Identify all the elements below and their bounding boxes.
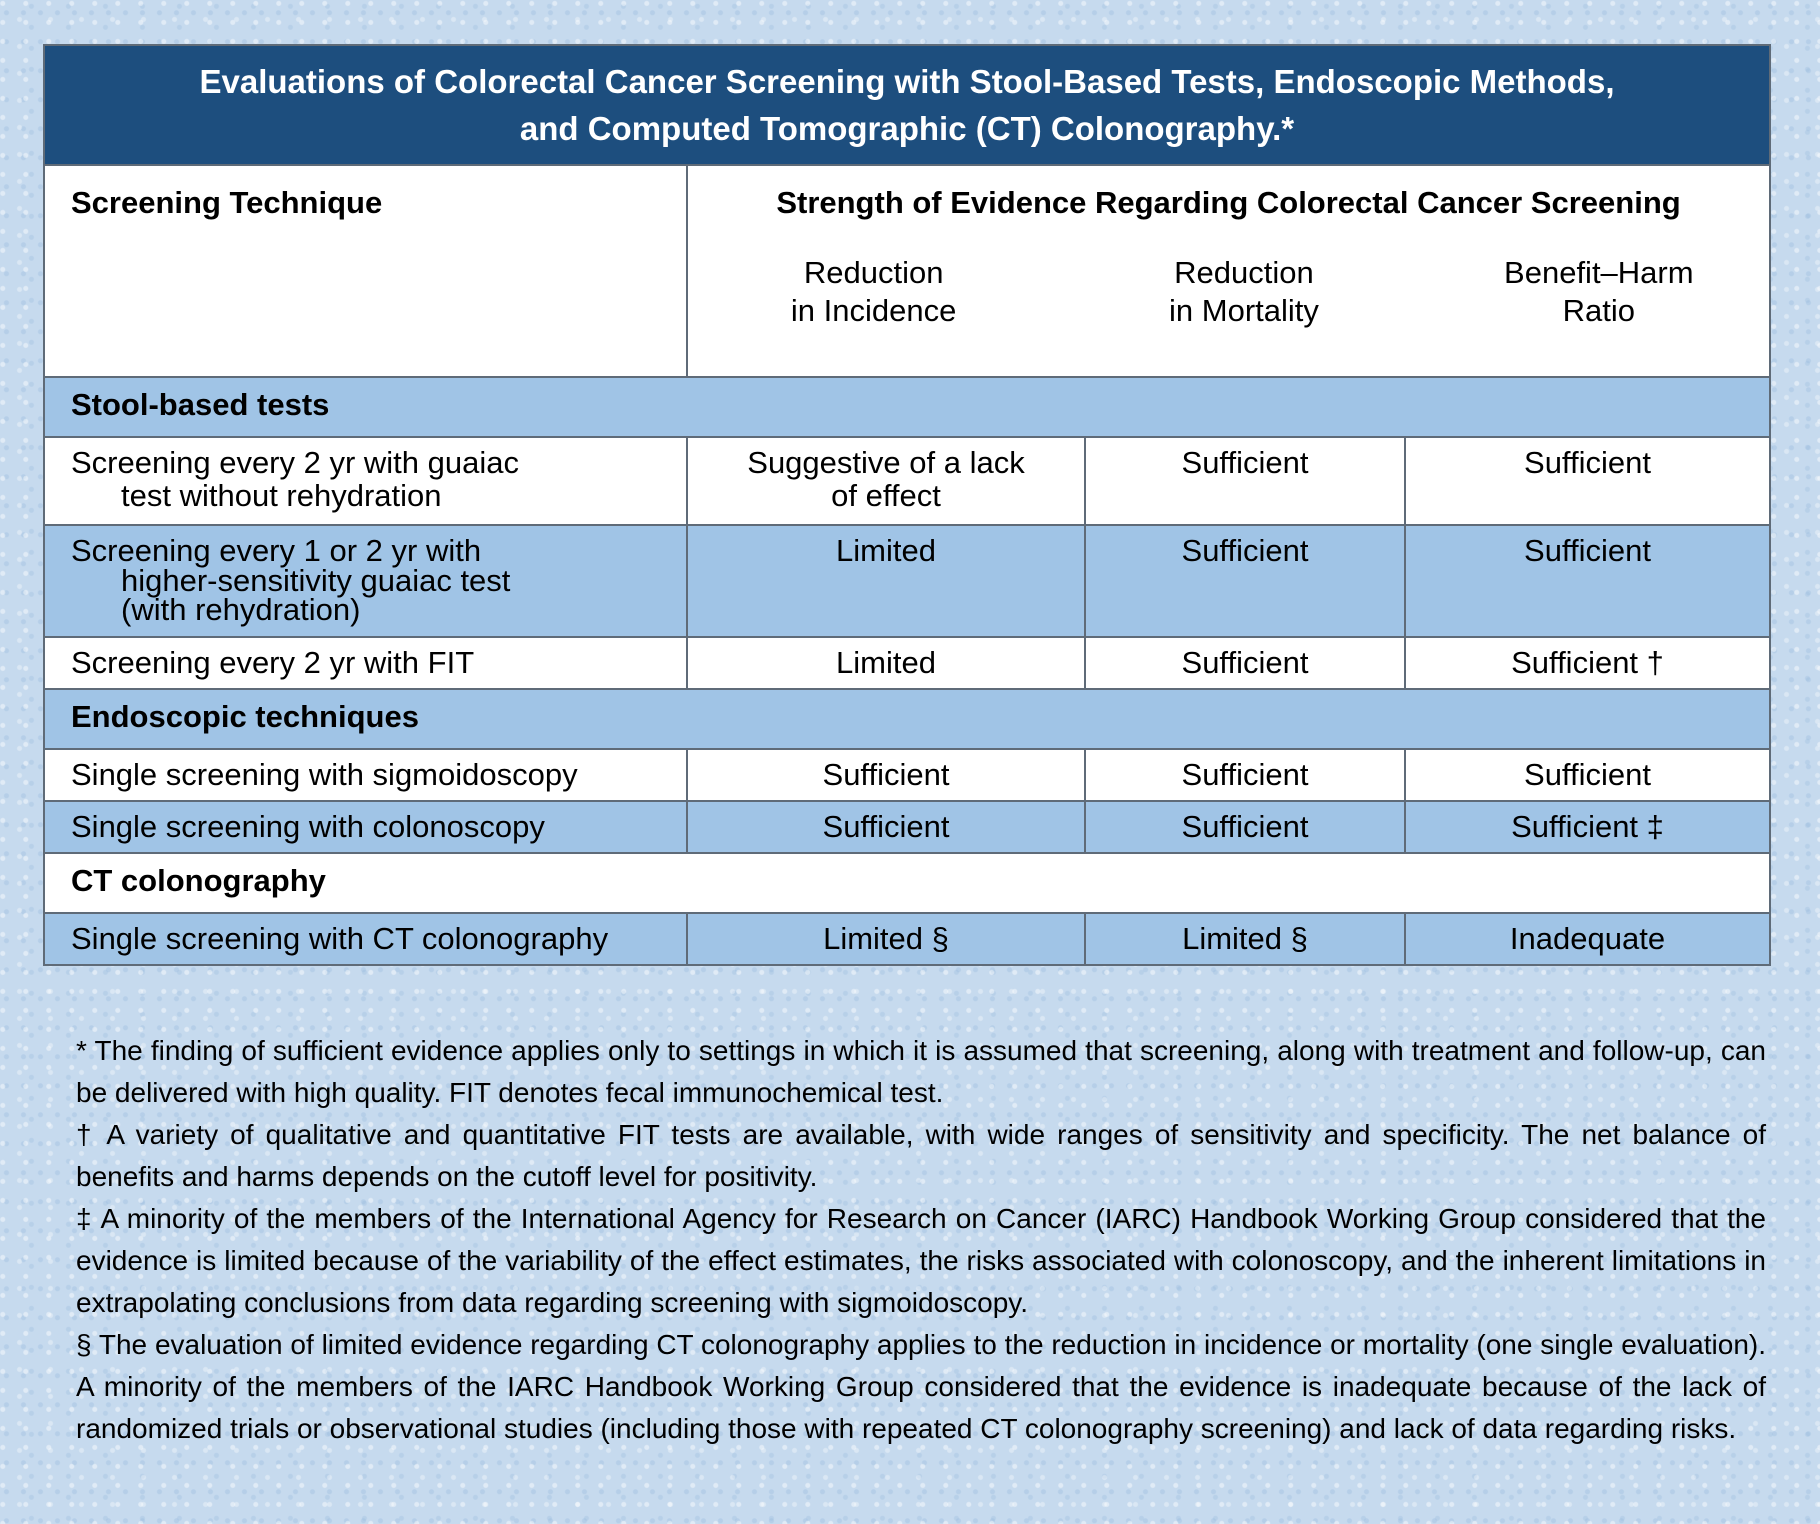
header-col-mortality-line-1: Reduction [1174, 255, 1314, 290]
header-col-ratio-line-2: Ratio [1562, 293, 1635, 328]
section-row [44, 853, 1770, 913]
mortality-cell: Sufficient [1085, 525, 1405, 637]
ratio-cell: Sufficient ‡ [1405, 801, 1770, 853]
footnote-dagger: † A variety of qualitative and quantitative FIT tests are available, with wide ranges of sensitivity and specificity. The net balance of benefits and harms depends on the cutoff level for positivity. [76, 1119, 1766, 1192]
header-row [44, 165, 1770, 377]
header-subcolumns [688, 254, 1769, 330]
title-row [44, 45, 1770, 165]
technique-cell: Screening every 2 yr with FIT [44, 637, 687, 689]
table-title-line-1: Evaluations of Colorectal Cancer Screening with Stool-Based Tests, Endoscopic Methods, [199, 63, 1615, 100]
technique-line: test without rehydration [121, 478, 442, 513]
ratio-cell: Sufficient [1405, 437, 1770, 525]
ratio-cell: Inadequate [1405, 913, 1770, 965]
table-row [44, 749, 1770, 801]
section-endoscopic: Endoscopic techniques [44, 689, 1770, 749]
technique-cell [44, 525, 687, 637]
section-ct-colonography: CT colonography [44, 853, 1770, 913]
table-row [44, 437, 1770, 525]
ratio-cell: Sufficient [1405, 525, 1770, 637]
ratio-cell: Sufficient [1405, 749, 1770, 801]
incidence-line: Suggestive of a lack [747, 445, 1025, 480]
technique-line: Screening every 1 or 2 yr with [71, 533, 482, 568]
table-title-line-2: and Computed Tomographic (CT) Colonography.* [519, 110, 1295, 147]
section-row [44, 689, 1770, 749]
technique-line: higher-sensitivity guaiac test [121, 563, 511, 598]
technique-cell [44, 437, 687, 525]
mortality-cell: Sufficient [1085, 749, 1405, 801]
incidence-cell [687, 437, 1085, 525]
technique-cell: Single screening with sigmoidoscopy [44, 749, 687, 801]
mortality-cell: Sufficient [1085, 801, 1405, 853]
incidence-line: of effect [831, 478, 941, 513]
footnotes [76, 1030, 1766, 1450]
incidence-cell: Sufficient [687, 749, 1085, 801]
header-evidence: Strength of Evidence Regarding Colorectal Cancer Screening [776, 185, 1681, 220]
header-col-ratio-line-1: Benefit–Harm [1504, 255, 1694, 290]
evidence-table [43, 44, 1771, 966]
incidence-cell: Limited [687, 637, 1085, 689]
technique-cell: Single screening with colonoscopy [44, 801, 687, 853]
section-stool-based: Stool-based tests [44, 377, 1770, 437]
technique-line: (with rehydration) [121, 592, 361, 627]
header-col-incidence-line-1: Reduction [803, 255, 944, 290]
table-row [44, 637, 1770, 689]
table-row [44, 801, 1770, 853]
table-row [44, 525, 1770, 637]
technique-line: Screening every 2 yr with guaiac [71, 445, 520, 480]
mortality-cell: Sufficient [1085, 437, 1405, 525]
header-technique: Screening Technique [44, 165, 687, 377]
footnote-double-dagger: ‡ A minority of the members of the International Agency for Research on Cancer (IARC) Handbook Working Group considered that the evidence is limited because of the variability of the effect estimates, the risks associated with colonoscopy, and the inherent limitations in extrapolating conclusions from data regarding screening with sigmoidoscopy. [76, 1203, 1766, 1318]
incidence-cell: Sufficient [687, 801, 1085, 853]
header-col-ratio [1429, 254, 1769, 330]
mortality-cell: Limited § [1085, 913, 1405, 965]
header-col-mortality-line-2: in Mortality [1169, 293, 1319, 328]
technique-cell: Single screening with CT colonography [44, 913, 687, 965]
table-title [44, 45, 1770, 165]
header-col-mortality [1059, 254, 1428, 330]
incidence-cell: Limited [687, 525, 1085, 637]
footnote-asterisk: * The finding of sufficient evidence applies only to settings in which it is assumed that screening, along with treatment and follow-up, can be delivered with high quality. FIT denotes fecal immunochemical test. [76, 1035, 1766, 1108]
ratio-cell: Sufficient † [1405, 637, 1770, 689]
section-row [44, 377, 1770, 437]
mortality-cell: Sufficient [1085, 637, 1405, 689]
header-evidence-group [687, 165, 1770, 377]
footnote-section: § The evaluation of limited evidence regarding CT colonography applies to the reduction in incidence or mortality (one single evaluation). A minority of the members of the IARC Handbook Working Group considered that the evidence is inadequate because of the lack of randomized trials or observational studies (including those with repeated CT colonography screening) and lack of data regarding risks. [76, 1329, 1766, 1444]
header-col-incidence-line-2: in Incidence [790, 293, 957, 328]
table-row [44, 913, 1770, 965]
incidence-cell: Limited § [687, 913, 1085, 965]
header-col-incidence [688, 254, 1059, 330]
